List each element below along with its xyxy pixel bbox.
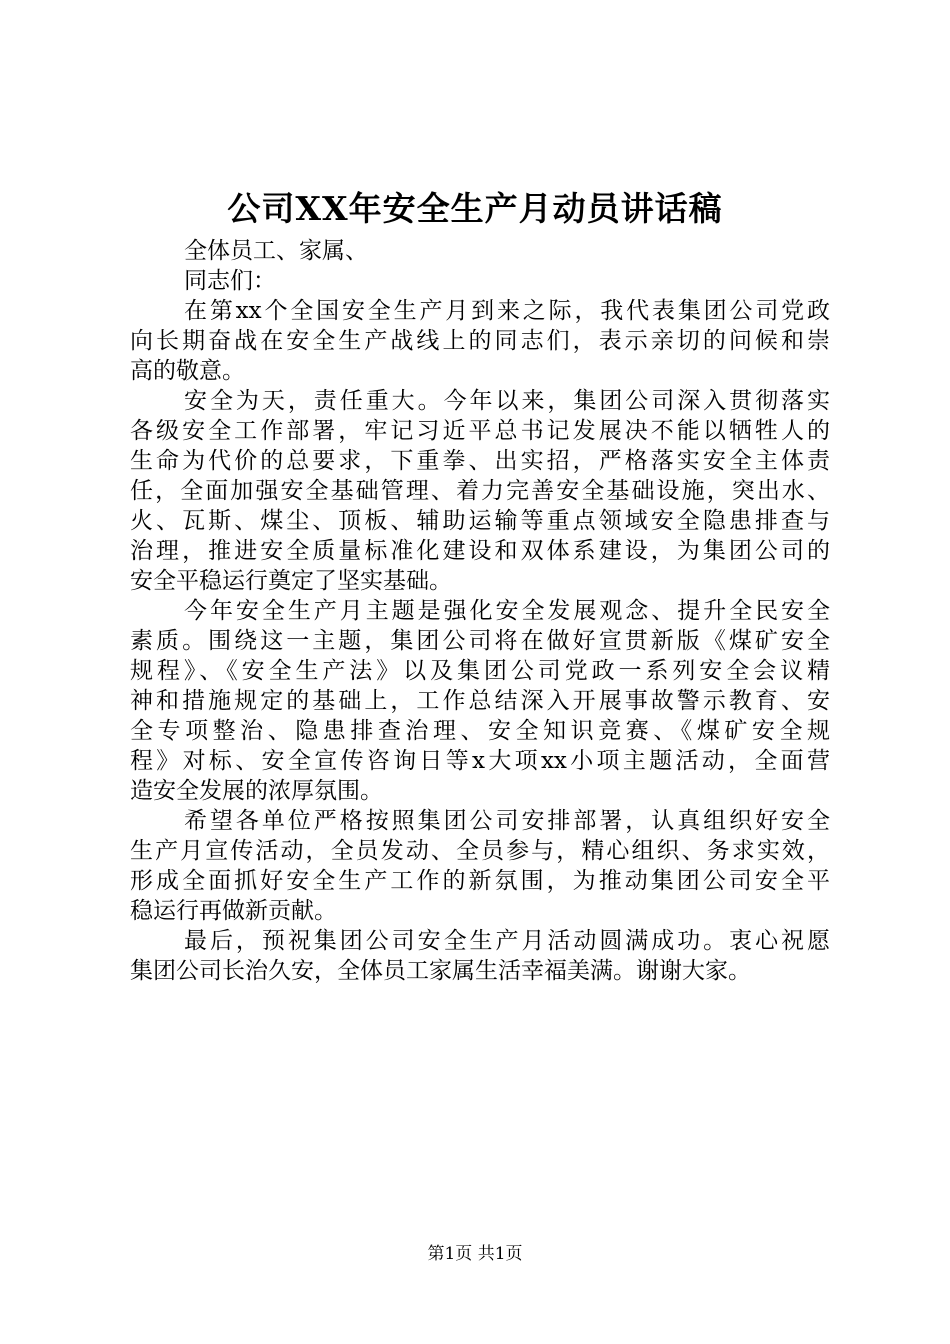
greeting-line: 同志们： [184, 268, 276, 294]
paragraph-line: 程》对标、安全宣传咨询日等x大项xx小项主题活动，全面营 [130, 748, 830, 774]
greeting-line: 全体员工、家属、 [184, 238, 368, 264]
paragraph-line: 稳运行再做新贡献。 [130, 898, 337, 924]
paragraph-line: 规程》、《安全生产法》以及集团公司党政一系列安全会议精 [130, 658, 830, 684]
paragraph-line: 治理，推进安全质量标准化建设和双体系建设，为集团公司的 [130, 538, 830, 564]
paragraph-line: 生产月宣传活动，全员发动、全员参与，精心组织、务求实效， [130, 838, 830, 864]
paragraph-4 [130, 806, 830, 926]
page-footer: 第1页 共1页 [427, 1244, 523, 1264]
paragraph-line: 安全平稳运行奠定了坚实基础。 [130, 568, 452, 594]
paragraph-line: 今年安全生产月主题是强化安全发展观念、提升全民安全 [184, 598, 830, 624]
paragraph-3 [130, 596, 830, 806]
paragraph-line: 向长期奋战在安全生产战线上的同志们，表示亲切的问候和崇 [130, 328, 830, 354]
paragraph-line: 高的敬意。 [130, 358, 245, 384]
paragraph-line: 神和措施规定的基础上，工作总结深入开展事故警示教育、安 [130, 688, 830, 714]
paragraph-1 [130, 296, 830, 386]
paragraph-line: 生命为代价的总要求，下重拳、出实招，严格落实安全主体责 [130, 448, 830, 474]
paragraph-line: 火、瓦斯、煤尘、顶板、辅助运输等重点领域安全隐患排查与 [130, 508, 830, 534]
paragraph-line: 形成全面抓好安全生产工作的新氛围，为推动集团公司安全平 [130, 868, 830, 894]
paragraph-line: 各级安全工作部署，牢记习近平总书记发展决不能以牺牲人的 [130, 418, 830, 444]
paragraph-line: 任，全面加强安全基础管理、着力完善安全基础设施，突出水、 [130, 478, 830, 504]
paragraph-line: 造安全发展的浓厚氛围。 [130, 778, 383, 804]
paragraph-line: 全专项整治、隐患排查治理、安全知识竞赛、《煤矿安全规 [130, 718, 830, 744]
paragraph-5 [130, 926, 830, 986]
document-body [130, 236, 830, 986]
paragraph-line: 集团公司长治久安，全体员工家属生活幸福美满。谢谢大家。 [130, 958, 751, 984]
paragraph-line: 最后，预祝集团公司安全生产月活动圆满成功。衷心祝愿 [184, 928, 830, 954]
paragraph-line: 在第xx个全国安全生产月到来之际，我代表集团公司党政 [184, 298, 830, 324]
paragraph-2 [130, 386, 830, 596]
paragraph-line: 安全为天，责任重大。今年以来，集团公司深入贯彻落实 [184, 388, 830, 414]
document-title: 公司XX年安全生产月动员讲话稿 [227, 189, 723, 228]
paragraph-line: 素质。围绕这一主题，集团公司将在做好宣贯新版《煤矿安全 [130, 628, 830, 654]
paragraph-line: 希望各单位严格按照集团公司安排部署，认真组织好安全 [184, 808, 830, 834]
